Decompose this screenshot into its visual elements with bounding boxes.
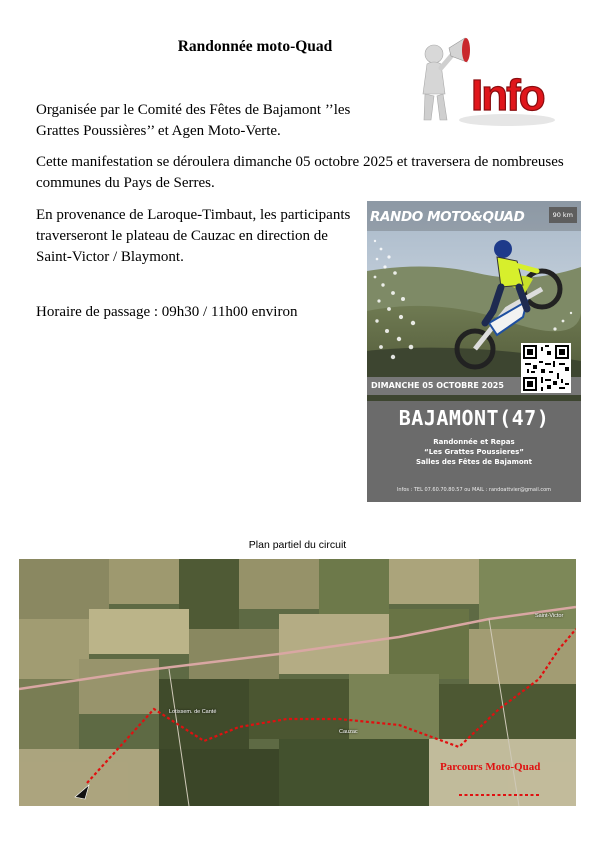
info-word xyxy=(471,71,545,120)
poster-contact: Infos : TEL 07.60.70.80.57 ou MAIL : randoattvier@gmail.com xyxy=(396,487,552,493)
map-label-saint-victor: Saint-Victor xyxy=(535,613,564,619)
map-label-cante: Lotissem. de Canté xyxy=(169,709,217,715)
map-label-cauzac: Cauzac xyxy=(339,729,358,735)
info-graphic xyxy=(415,32,555,130)
paragraph-date: Cette manifestation se déroulera dimanche 05 octobre 2025 et traversera de nombreuses communes du Pays de Serres. xyxy=(36,154,564,191)
poster-headline: RANDO MOTO&QUAD xyxy=(370,209,525,225)
plan-title: Plan partiel du circuit xyxy=(248,539,347,551)
page-title: Randonnée moto-Quad xyxy=(177,38,333,55)
circuit-map xyxy=(19,559,576,806)
event-poster xyxy=(367,201,581,502)
paragraph-route: En provenance de Laroque-Timbaut, les participants traverseront le plateau de Cauzac en direction de Saint-Victor / Blaymont. xyxy=(36,207,351,265)
poster-date: DIMANCHE 05 OCTOBRE 2025 xyxy=(371,381,504,390)
poster-desc-line: “Les Grattes Poussieres” xyxy=(424,448,524,456)
poster-description xyxy=(367,437,581,467)
poster-desc-line: Randonnée et Repas xyxy=(433,438,515,446)
poster-distance: 90 km xyxy=(549,207,577,223)
poster-city: BAJAMONT(47) xyxy=(398,406,550,430)
paragraph-organisers: Organisée par le Comité des Fêtes de Bajamont ’’les Grattes Poussières’’ et Agen Moto-Verte. xyxy=(36,102,351,139)
poster-desc-line: Salles des Fêtes de Bajamont xyxy=(415,458,533,466)
megaphone-figure-icon xyxy=(415,32,555,130)
paragraph-schedule: Horaire de passage : 09h30 / 11h00 environ xyxy=(36,304,298,320)
info-word-text: Info xyxy=(471,71,544,120)
route-label: Parcours Moto-Quad xyxy=(440,761,541,773)
qr-code-icon xyxy=(521,343,571,393)
